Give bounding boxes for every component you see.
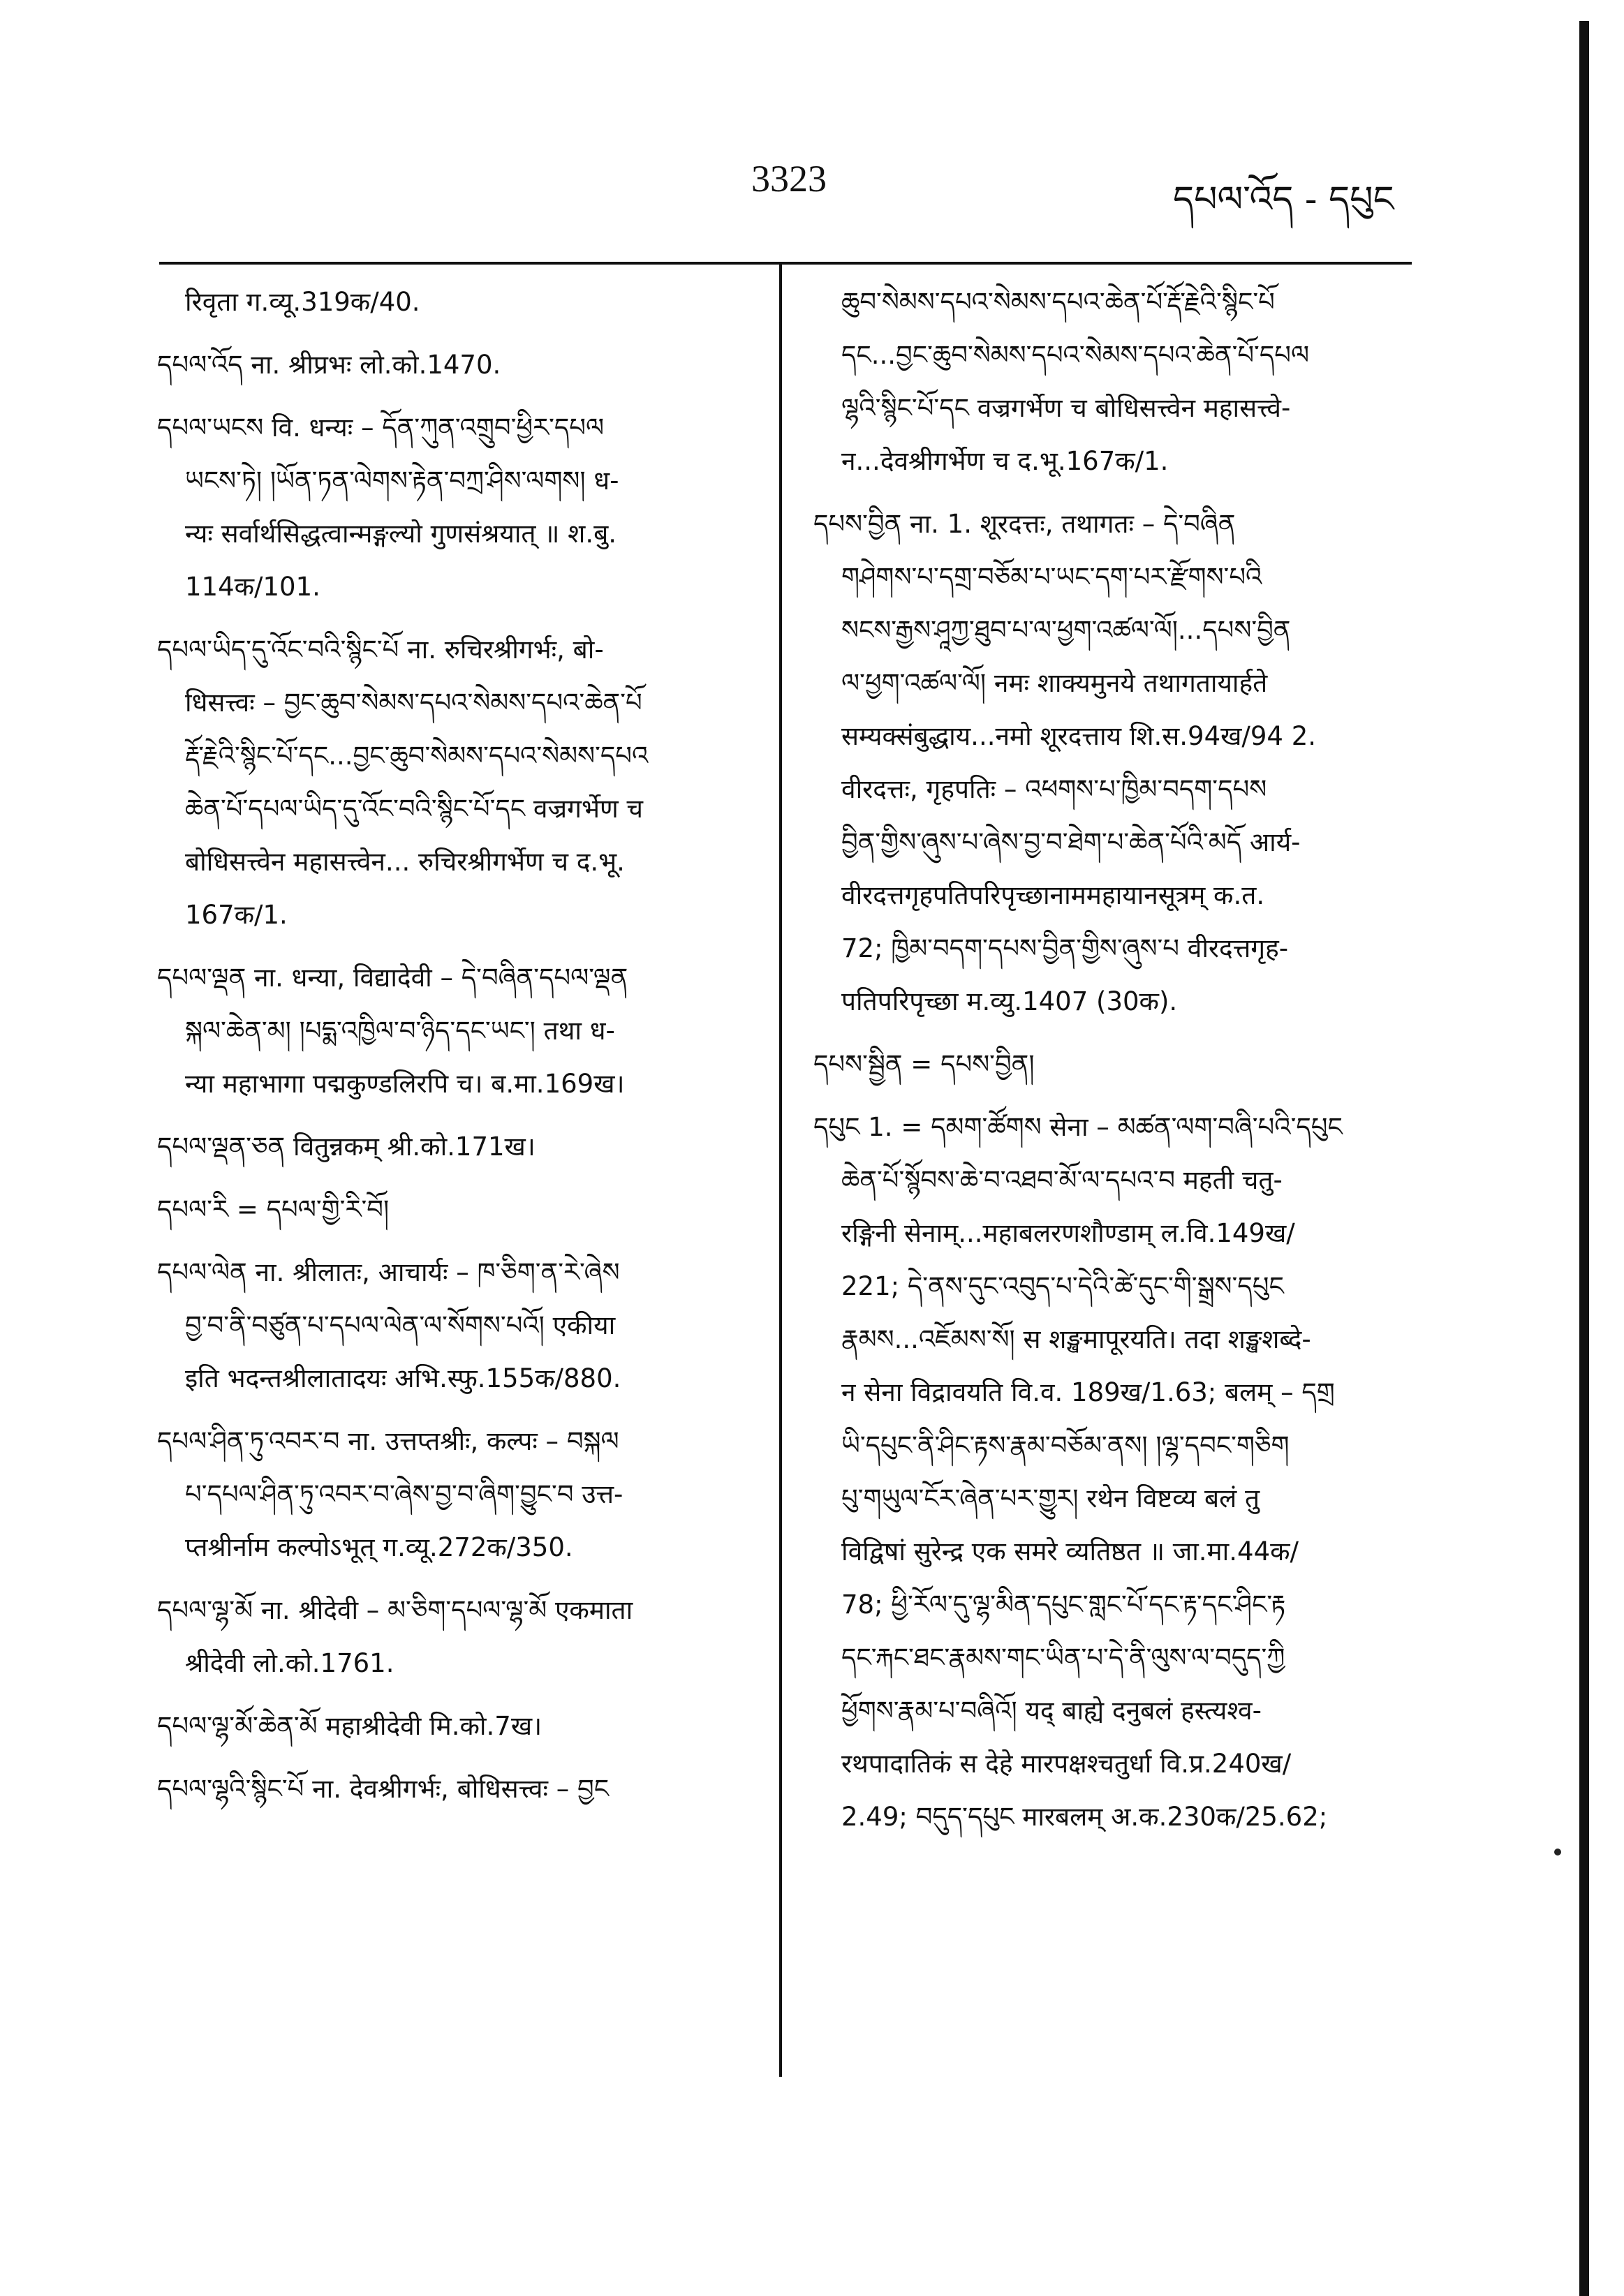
entry-line: བྱིན་གྱིས་ཞུས་པ་ཞེས་བྱ་བ་ཐེག་པ་ཆེན་པོའི་མདོ आर्य- — [841, 827, 1301, 857]
entry-line: དཔལ་འོད ना. श्रीप्रभः लो.को.1470. — [157, 350, 501, 380]
entry-line: ཆེན་པོ་སྙོབས་ཆེ་བ་འཐབ་མོ་ལ་དཔའ་བ महती चतु- — [841, 1165, 1283, 1195]
header-rule — [159, 262, 1412, 265]
entry-line: न्यः सर्वार्थसिद्धत्वान्मङ्गल्यो गुणसंश्रयात् ॥ श.बु. — [185, 519, 617, 549]
entry-line: དཔལ་ལྡན་ཅན वितुन्नकम् श्री.को.171ख। — [157, 1132, 536, 1162]
entry-line: वीरदत्तः, गृहपतिः – འཕགས་པ་ཁྱིམ་བདག་དཔས — [841, 774, 1267, 804]
entry-line: 78; ཕྱི་རོལ་དུ་ལྷ་མིན་དཔུང་གླང་པོ་དང་རྟ་དང་ཤིང་རྟ — [841, 1590, 1286, 1620]
entry-line: 72; ཁྱིམ་བདག་དཔས་བྱིན་གྱིས་ཞུས་པ वीरदत्तगृह- — [841, 933, 1289, 963]
entry-line: ཆུབ་སེམས་དཔའ་སེམས་དཔའ་ཆེན་པོ་རྡོ་རྗེའི་སྙིང་པོ — [841, 287, 1275, 317]
entry-line: रङ्गिनी सेनाम्...महाबलरणशौण्डाम् ल.वि.149ख/ — [841, 1218, 1295, 1248]
entry-line: དཔུང 1. = དམག་ཚོགས सेना – མཚན་ལག་བཞི་པའི་དཔུང — [813, 1112, 1343, 1142]
entry-line: रिवृता ग.व्यू.319क/40. — [185, 287, 420, 317]
entry-line: པ་དཔལ་ཤིན་ཏུ་འབར་བ་ཞེས་བྱ་བ་ཞིག་བྱུང་བ उत्त- — [185, 1479, 623, 1509]
entry-line: पतिपरिपृच्छा म.व्यु.1407 (30क). — [841, 986, 1178, 1016]
entry-line: དཔས་སྦྱིན = དཔས་བྱིན། — [813, 1049, 1035, 1079]
entry-line: वीरदत्तगृहपतिपरिपृच्छानाममहायानसूत्रम् क.त. — [841, 880, 1265, 910]
entry-line: དཔལ་ཤིན་ཏུ་འབར་བ ना. उत्तप्तश्रीः, कल्पः – བསྐལ — [157, 1426, 619, 1456]
entry-line: 221; དེ་ནས་དུང་འབུད་པ་དེའི་ཚེ་དུང་གི་སྒྲས་དཔུང — [841, 1271, 1284, 1301]
entry-line: རྡོ་རྗེའི་སྙིང་པོ་དང...བྱང་ཆུབ་སེམས་དཔའ་སེམས་དཔའ — [185, 741, 649, 771]
entry-line: རྣམས...འཇོམས་སོ། स शङ्खमापूरयति। तदा शङ्खशब्दे- — [841, 1324, 1311, 1354]
entry-line: न सेना विद्रावयति वि.व. 189ख/1.63; बलम् – དགྲ — [841, 1377, 1335, 1407]
entry-line: विद्विषां सुरेन्द्र एक समरे व्यतिष्ठत ॥ जा.मा.44क/ — [841, 1536, 1299, 1567]
entry-line: 167क/1. — [185, 900, 288, 930]
entry-line: ཡི་དཔུང་ནི་ཤིང་རྟས་རྣམ་བཅོམ་ནས། །ལྷ་དབང་གཅིག — [841, 1430, 1290, 1460]
entry-line: དཔལ་ཡིད་དུ་འོང་བའི་སྙིང་པོ ना. रुचिरश्रीगर्भः, बो- — [157, 635, 604, 665]
entry-line: པུ་གཡུལ་ངོར་ཞེན་པར་གྱུར། रथेन विष्टव्य बलं तु — [841, 1483, 1260, 1513]
entry-line: ལ་ཕྱག་འཚལ་ལོ། नमः शाक्यमुनये तथागतायार्हते — [841, 668, 1268, 698]
entry-line: बोधिसत्त्वेन महासत्त्वेन... रुचिरश्रीगर्भेण च द.भू. — [185, 847, 625, 877]
entry-line: न्या महाभागा पद्मकुण्डलिरपि च। ब.मा.169ख। — [185, 1069, 625, 1099]
entry-line: श्रीदेवी लो.को.1761. — [185, 1648, 394, 1678]
entry-line: रथपादातिकं स देहे मारपक्षश्चतुर्धा वि.प्र.240ख/ — [841, 1749, 1292, 1779]
entry-line: དཔལ་ལེན ना. श्रीलातः, आचार्यः – ཁ་ཅིག་ན་རེ་ཞེས — [157, 1257, 620, 1287]
entry-line: ལྷའི་སྙིང་པོ་དང वज्रगर्भेण च बोधिसत्त्वेन महासत्त्वे- — [841, 393, 1291, 423]
entry-line: དཔལ་ལྡན ना. धन्या, विद्यादेवी – དེ་བཞིན་དཔལ་ལྡན — [157, 963, 628, 993]
scan-edge-bar — [1579, 21, 1589, 2296]
entry-line: དཔལ་ལྷའི་སྙིང་པོ ना. देवश्रीगर्भः, बोधिसत्त्वः – བྱང — [157, 1774, 610, 1804]
entry-line: དཔལ་ལྷ་མོ་ཆེན་མོ महाश्रीदेवी मि.को.7ख। — [157, 1711, 542, 1741]
entry-line: དཔལ་ཡངས वि. धन्यः – དོན་ཀུན་འགྲུབ་ཕྱིར་དཔལ — [157, 413, 605, 443]
entry-line: དང...བྱང་ཆུབ་སེམས་དཔའ་སེམས་དཔའ་ཆེན་པོ་དཔལ — [841, 340, 1310, 370]
entry-line: དང་རྐང་ཐང་རྣམས་གང་ཡིན་པ་དེ་ནི་ལུས་ལ་བདུད་ཀྱི — [841, 1643, 1285, 1673]
entry-line: སངས་རྒྱས་ཤཱཀྱ་ཐུབ་པ་ལ་ཕྱག་འཚལ་ལོ།...དཔས་བྱིན — [841, 615, 1291, 645]
entry-line: न...देवश्रीगर्भेण च द.भू.167क/1. — [841, 446, 1169, 476]
entry-line: ཆེན་པོ་དཔལ་ཡིད་དུ་འོང་བའི་སྙིང་པོ་དང वज्रगर्भेण च — [185, 794, 643, 824]
page-number: 3323 — [751, 158, 827, 200]
entry-line: དཔས་བྱིན ना. 1. शूरदत्तः, तथागतः – དེ་བཞིན — [813, 509, 1236, 539]
entry-line: 114क/101. — [185, 572, 320, 602]
entry-line: ཕྱོགས་རྣམ་པ་བཞིའོ། यद् बाह्ये दनुबलं हस्त्यश्व- — [841, 1696, 1262, 1726]
entry-line: ཡངས་ཏེ། །ཡོན་ཏན་ལེགས་རྟེན་བཀྲ་ཤིས་ལགས། ध- — [185, 466, 619, 496]
entry-line: धिसत्त्वः – བྱང་ཆུབ་སེམས་དཔའ་སེམས་དཔའ་ཆེན་པོ — [185, 688, 642, 718]
entry-line: དཔལ་ལྷ་མོ ना. श्रीदेवी – མ་ཅིག་དཔལ་ལྷ་མོ एकमाता — [157, 1595, 633, 1625]
entry-line: सम्यक्संबुद्धाय...नमो शूरदत्ताय शि.स.94ख/94 2. — [841, 721, 1317, 751]
right-column — [813, 276, 1421, 1844]
entry-line: प्तश्रीर्नाम कल्पोऽभूत् ग.व्यू.272क/350. — [185, 1532, 573, 1562]
entry-line: इति भदन्तश्रीलातादयः अभि.स्फु.155क/880. — [185, 1363, 621, 1393]
entry-line: སྐལ་ཆེན་མ། །པདྨ་འཁྱིལ་བ་ཉིད་དང་ཡང་། तथा ध- — [185, 1016, 615, 1046]
entry-line: བྱ་བ་ནི་བཙུན་པ་དཔལ་ལེན་ལ་སོགས་པའོ། एकीया — [185, 1310, 616, 1340]
column-divider — [779, 262, 782, 2077]
left-column — [157, 276, 758, 1816]
scan-speck — [1554, 1849, 1561, 1856]
entry-line: 2.49; བདུད་དཔུང मारबलम् अ.क.230क/25.62; — [841, 1802, 1328, 1832]
entry-line: གཤེགས་པ་དགྲ་བཅོམ་པ་ཡང་དག་པར་རྫོགས་པའི — [841, 562, 1262, 592]
entry-line: དཔལ་རི = དཔལ་གྱི་རི་བོ། — [157, 1194, 390, 1224]
running-head: དཔལ་འོད - དཔུང — [1173, 179, 1394, 221]
